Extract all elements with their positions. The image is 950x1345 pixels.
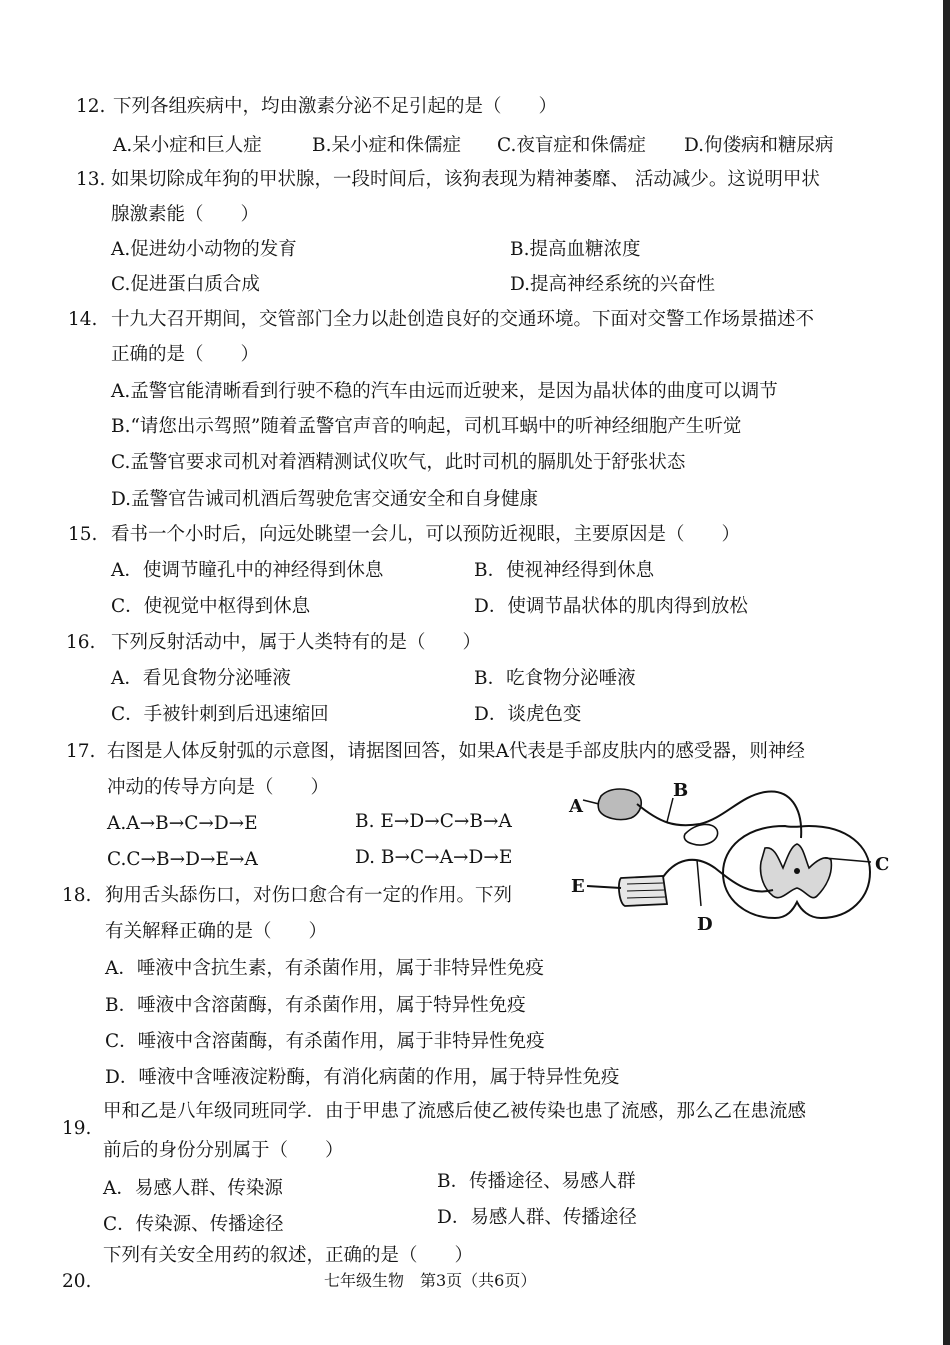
question-stem-cont: 前后的身份分别属于（ ） <box>103 1140 344 1161</box>
page-footer: 七年级生物 第3页（共6页） <box>324 1271 537 1290</box>
scan-edge <box>943 0 950 1345</box>
option-c: C.促进蛋白质合成 <box>111 274 260 295</box>
option-d: D．使调节晶状体的肌肉得到放松 <box>474 596 748 617</box>
question-number: 19. <box>62 1118 92 1139</box>
option-b: B. E→D→C→B→A <box>355 811 512 832</box>
option-a: A．看见食物分泌唾液 <box>111 668 291 689</box>
option-a: A．使调节瞳孔中的神经得到休息 <box>111 560 384 581</box>
option-b: B.呆小症和侏儒症 <box>312 135 461 156</box>
option-b: B．吃食物分泌唾液 <box>474 668 636 689</box>
question-stem-cont: 腺激素能（ ） <box>111 204 260 225</box>
option-c: C．手被针刺到后迅速缩回 <box>111 704 329 725</box>
option-d: D．谈虎色变 <box>474 704 582 725</box>
option-a: A.促进幼小动物的发育 <box>111 239 297 260</box>
question-stem-cont: 冲动的传导方向是（ ） <box>107 777 330 798</box>
question-stem: 下列各组疾病中，均由激素分泌不足引起的是（ ） <box>113 96 558 117</box>
option-b: B．唾液中含溶菌酶，有杀菌作用，属于特异性免疫 <box>105 995 526 1016</box>
option-a: A.A→B→C→D→E <box>107 813 258 834</box>
option-d: D．唾液中含唾液淀粉酶，有消化病菌的作用，属于特异性免疫 <box>105 1067 620 1088</box>
reflex-arc-diagram <box>565 778 895 938</box>
option-b: B．传播途径、易感人群 <box>437 1171 636 1192</box>
option-b: B.“请您出示驾照”随着孟警官声音的响起，司机耳蜗中的听神经细胞产生听觉 <box>111 416 742 437</box>
option-d: D.提高神经系统的兴奋性 <box>510 274 716 295</box>
receptor-skin <box>598 789 641 820</box>
question-stem: 下列有关安全用药的叙述，正确的是（ ） <box>103 1245 474 1266</box>
option-a: A.呆小症和巨人症 <box>113 135 262 156</box>
question-number: 12. <box>76 96 106 117</box>
question-number: 15. <box>68 524 98 545</box>
option-d: D.佝偻病和糖尿病 <box>684 135 834 156</box>
question-stem: 看书一个小时后，向远处眺望一会儿，可以预防近视眼，主要原因是（ ） <box>111 524 741 545</box>
label-d: D <box>697 914 713 935</box>
label-line-e <box>587 886 621 888</box>
question-stem: 十九大召开期间，交管部门全力以赴创造良好的交通环境。下面对交警工作场景描述不 <box>111 309 815 330</box>
question-stem: 右图是人体反射弧的示意图，请据图回答，如果A代表是手部皮肤内的感受器，则神经 <box>107 741 805 762</box>
option-d: D．易感人群、传播途径 <box>437 1207 637 1228</box>
option-d: D.孟警官告诫司机酒后驾驶危害交通安全和自身健康 <box>111 489 539 510</box>
option-a: A．唾液中含抗生素，有杀菌作用，属于非特异性免疫 <box>105 958 544 979</box>
question-number: 20. <box>62 1271 92 1292</box>
label-c: C <box>875 854 890 875</box>
option-a: A．易感人群、传染源 <box>103 1178 283 1199</box>
label-e: E <box>571 876 585 897</box>
question-number: 18. <box>62 885 92 906</box>
sensory-nerve <box>637 791 801 838</box>
option-b: B．使视神经得到休息 <box>474 560 655 581</box>
option-c: C．传染源、传播途径 <box>103 1214 284 1235</box>
option-d: D. B→C→A→D→E <box>355 847 513 868</box>
question-number: 16. <box>66 632 96 653</box>
label-line-a <box>583 800 599 804</box>
question-number: 13. <box>76 169 106 190</box>
label-line-b <box>667 798 673 822</box>
question-stem: 下列反射活动中，属于人类特有的是（ ） <box>111 632 482 653</box>
option-c: C.孟警官要求司机对着酒精测试仪吹气，此时司机的膈肌处于舒张状态 <box>111 452 686 473</box>
option-c: C．唾液中含溶菌酶，有杀菌作用，属于非特异性免疫 <box>105 1031 545 1052</box>
central-canal <box>794 868 800 874</box>
label-a: A <box>569 796 583 817</box>
question-stem: 甲和乙是八年级同班同学．由于甲患了流感后使乙被传染也患了流感，那么乙在患流感 <box>103 1101 807 1122</box>
question-stem-cont: 有关解释正确的是（ ） <box>105 921 328 942</box>
question-number: 14. <box>68 309 98 330</box>
question-stem-cont: 正确的是（ ） <box>111 344 260 365</box>
label-line-d <box>697 860 701 906</box>
option-b: B.提高血糖浓度 <box>510 239 641 260</box>
option-a: A.孟警官能清晰看到行驶不稳的汽车由远而近驶来，是因为晶状体的曲度可以调节 <box>111 381 778 402</box>
option-c: C．使视觉中枢得到休息 <box>111 596 311 617</box>
question-stem: 狗用舌头舔伤口，对伤口愈合有一定的作用。下列 <box>105 885 513 906</box>
option-c: C.夜盲症和侏儒症 <box>497 135 646 156</box>
ganglion <box>684 824 717 845</box>
question-number: 17. <box>66 741 96 762</box>
question-stem: 如果切除成年狗的甲状腺，一段时间后，该狗表现为精神萎靡、 活动减少。这说明甲状 <box>111 169 820 190</box>
option-c: C.C→B→D→E→A <box>107 849 258 870</box>
label-b: B <box>673 780 689 801</box>
